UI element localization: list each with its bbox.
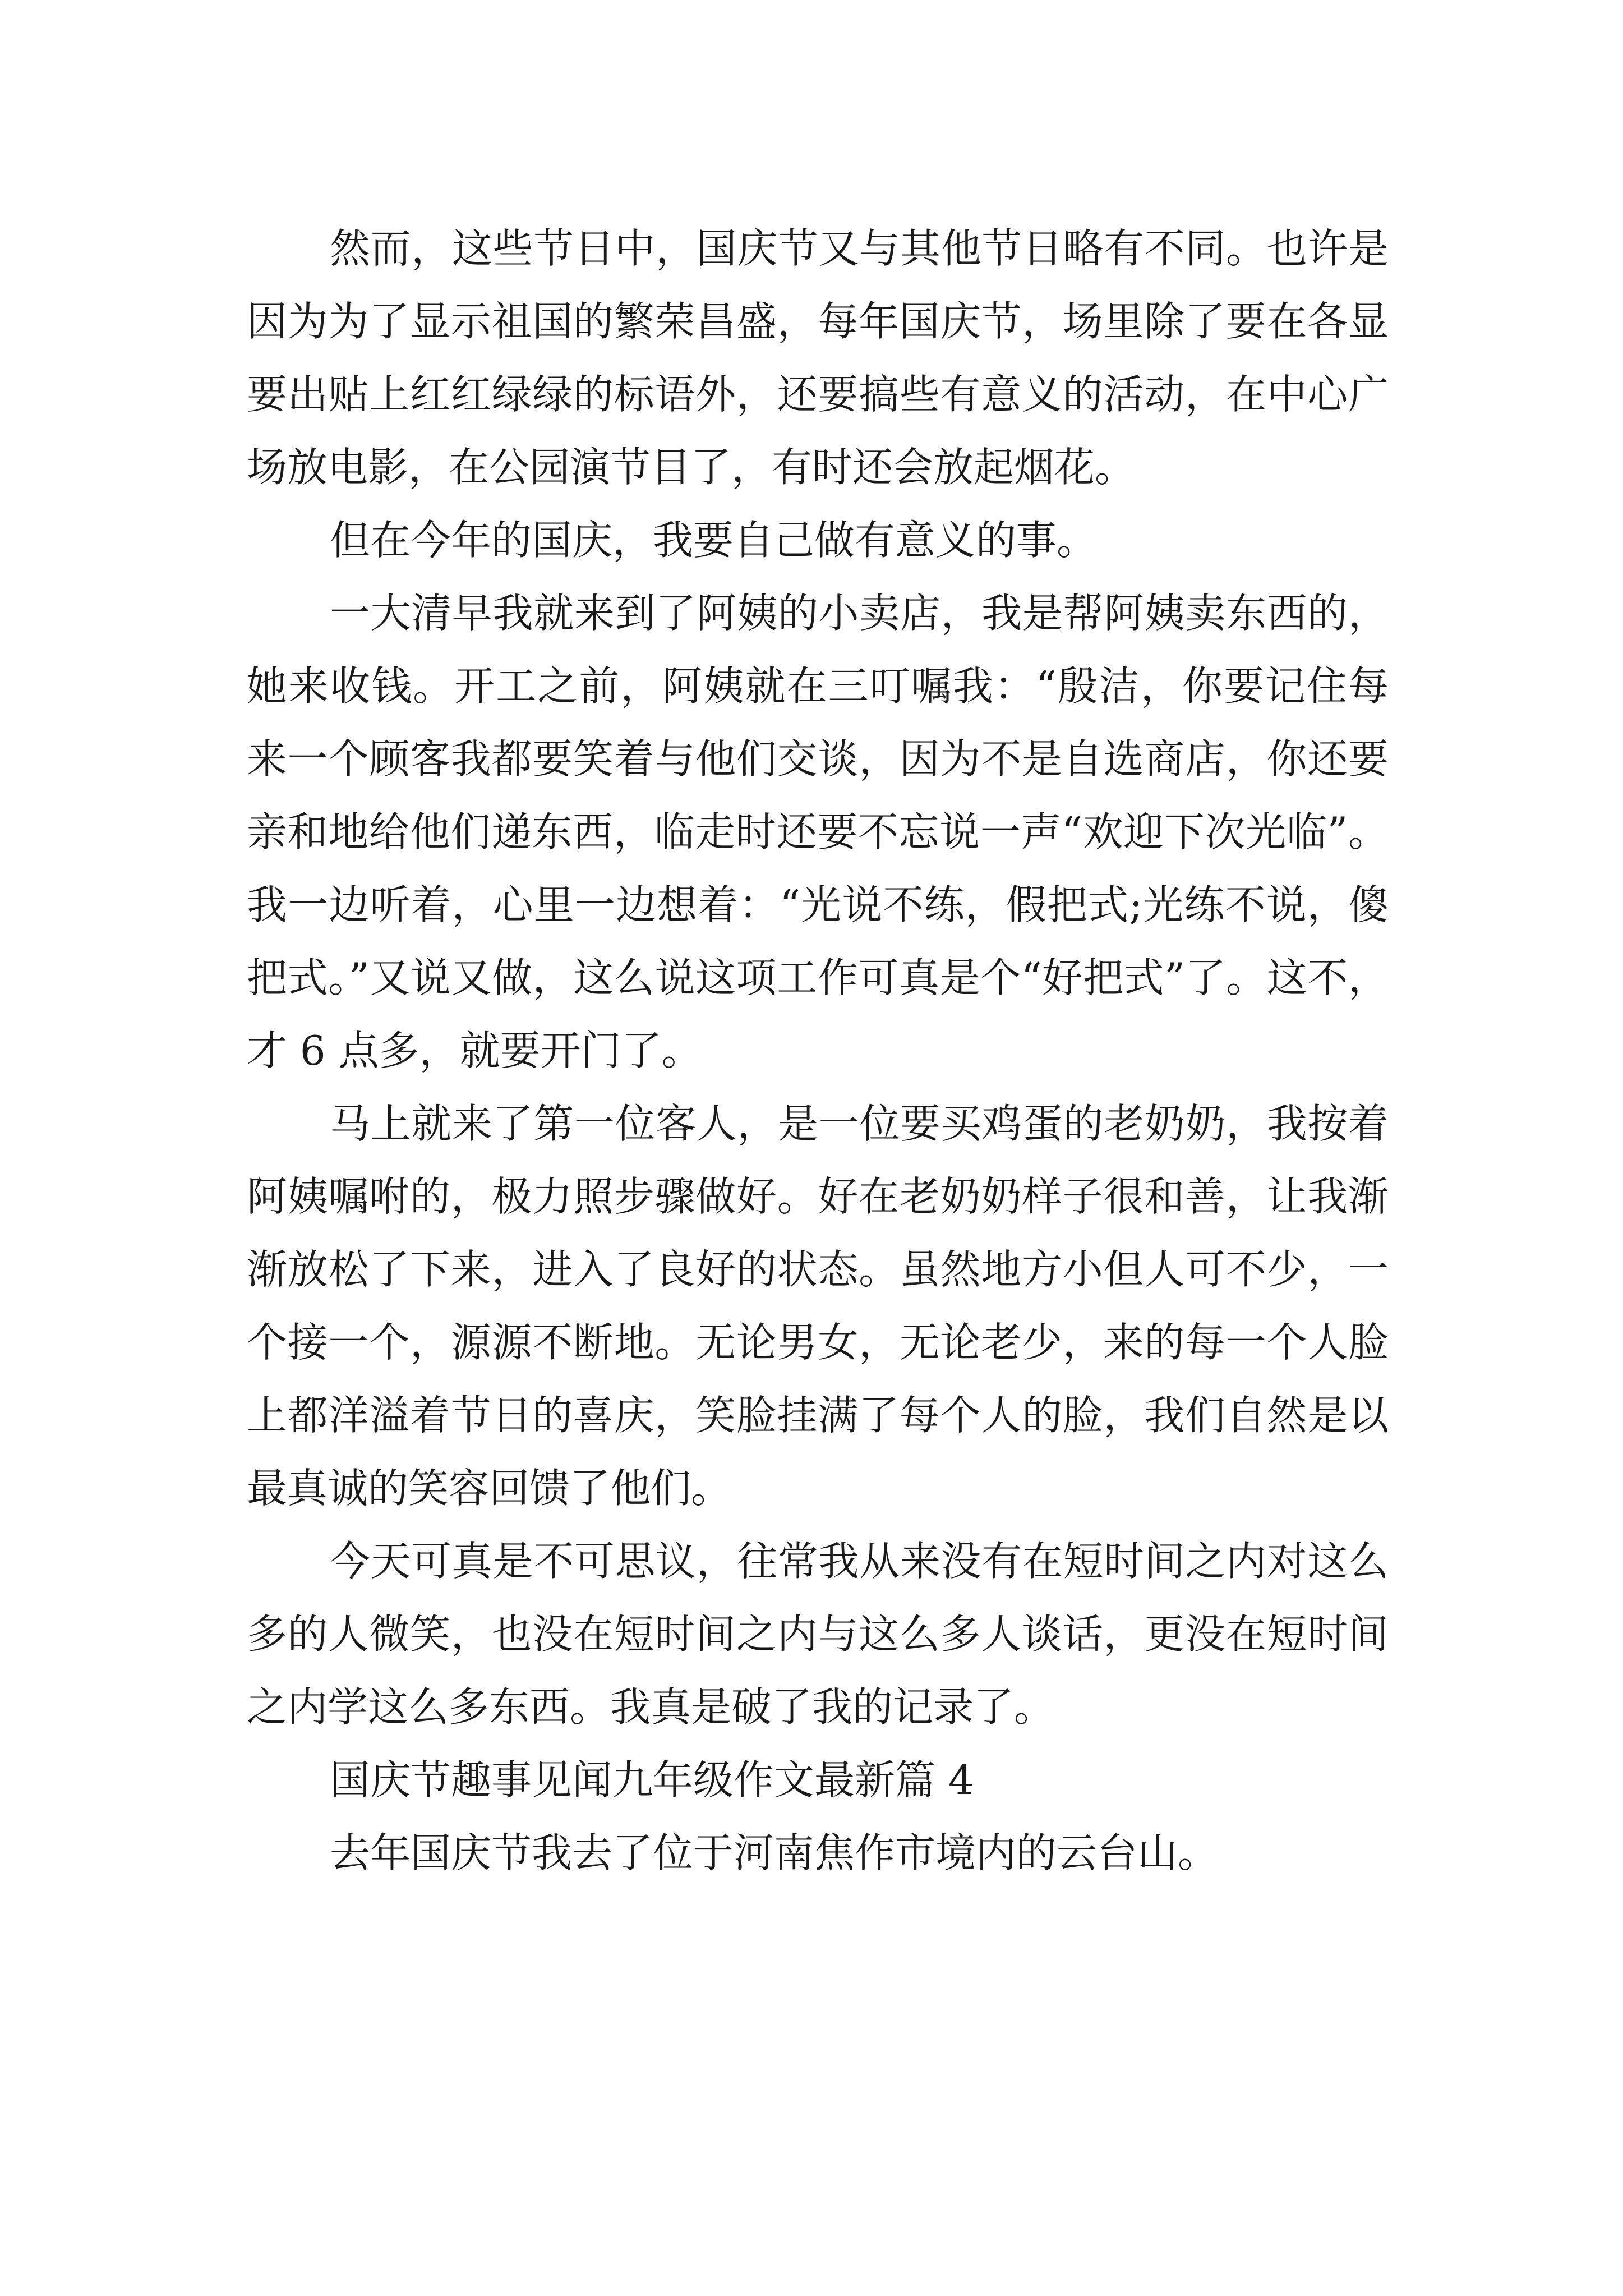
paragraph-incredible-day: 今天可真是不可思议，往常我从来没有在短时间之内对这么多的人微笑，也没在短时间之内与这么多人谈话，更没在短时间之内学这么多东西。我真是破了我的记录了。 [247, 1538, 1389, 1731]
document-body [247, 212, 1389, 1889]
paragraph-first-customer: 马上就来了第一位客人，是一位要买鸡蛋的老奶奶，我按着阿姨嘱咐的，极力照步骤做好。好在老奶奶样子很和善，让我渐渐放松了下来，进入了良好的状态。虽然地方小但人可不少，一个接一个，源源不断地。无论男女，无论老少，来的每一个人脸上都洋溢着节日的喜庆，笑脸挂满了每个人的脸，我们自然是以最真诚的笑容回馈了他们。 [247, 1100, 1389, 1512]
paragraph-meaningful-thing: 但在今年的国庆，我要自己做有意义的事。 [330, 517, 1098, 564]
paragraph-yuntai-mountain: 去年国庆节我去了位于河南焦作市境内的云台山。 [330, 1829, 1219, 1876]
section-heading: 国庆节趣事见闻九年级作文最新篇 4 [330, 1756, 974, 1803]
paragraph-aunt-shop: 一大清早我就来到了阿姨的小卖店，我是帮阿姨卖东西的，她来收钱。开工之前，阿姨就在三叮嘱我：“殷洁，你要记住每来一个顾客我都要笑着与他们交谈，因为不是自选商店，你还要亲和地给他们递东西，临走时还要不忘说一声“欢迎下次光临”。我一边听着，心里一边想着：“光说不练，假把式;光练不说，傻把式。”又说又做，这么说这项工作可真是个“好把式”了。这不，才 6 点多，就要开门了。 [247, 590, 1389, 1074]
paragraph-national-day-difference: 然而，这些节日中，国庆节又与其他节日略有不同。也许是因为为了显示祖国的繁荣昌盛，每年国庆节，场里除了要在各显要出贴上红红绿绿的标语外，还要搞些有意义的活动，在中心广场放电影，在公园演节目了，有时还会放起烟花。 [247, 225, 1389, 491]
